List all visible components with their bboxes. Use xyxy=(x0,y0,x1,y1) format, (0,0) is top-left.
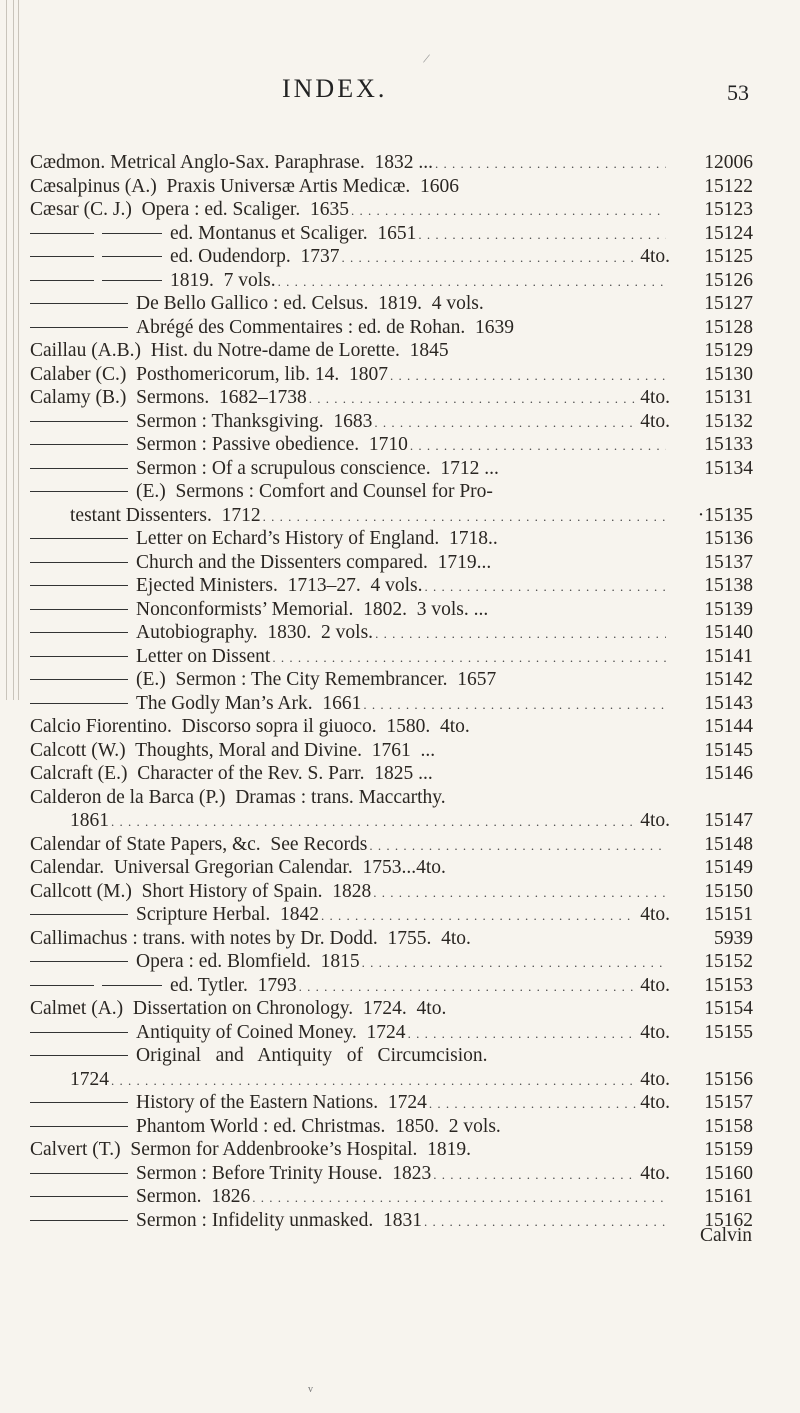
entry-text xyxy=(30,927,471,951)
entry-format: 4to. xyxy=(640,974,670,996)
entry-number: 15161 xyxy=(704,1186,753,1207)
dot-leader xyxy=(433,1162,636,1187)
entry-number: 15157 xyxy=(704,1092,753,1113)
ditto-rule xyxy=(30,1220,128,1221)
ditto-rule xyxy=(30,444,128,445)
entry-format: 4to. xyxy=(640,810,670,831)
paper-fleck: / xyxy=(421,51,431,68)
entry-format: 4to. xyxy=(640,1092,670,1113)
ditto-rule xyxy=(30,1055,128,1056)
entry-number: 15144 xyxy=(704,716,753,737)
entry-number: 15132 xyxy=(704,410,753,432)
ditto-rule xyxy=(30,280,94,281)
entry-number: 15124 xyxy=(704,222,753,244)
ditto-rule xyxy=(102,280,162,281)
entry-number: 15136 xyxy=(704,528,753,549)
ditto-rule xyxy=(102,233,162,234)
entry-title: Letter on Echard’s History of England. 1718.. xyxy=(136,528,498,549)
dot-leader xyxy=(111,1068,636,1093)
page-header xyxy=(0,74,800,114)
dot-leader xyxy=(374,410,636,435)
index-entry xyxy=(0,715,800,739)
entry-number: 15145 xyxy=(704,739,753,761)
index-entry xyxy=(0,480,800,504)
dot-leader xyxy=(373,880,666,905)
dot-leader xyxy=(351,198,666,223)
dot-leader xyxy=(342,245,637,270)
entry-text xyxy=(30,668,496,692)
entry-text xyxy=(30,692,361,716)
ditto-rule xyxy=(30,985,94,986)
entry-number: ·15135 xyxy=(697,504,753,526)
ditto-rule xyxy=(30,656,128,657)
index-entry xyxy=(0,1115,800,1139)
entry-text xyxy=(30,269,276,293)
ditto-rule xyxy=(30,491,128,492)
entry-title: Phantom World : ed. Christmas. 1850. 2 vols. xyxy=(136,1115,501,1137)
entry-text xyxy=(30,198,349,222)
dot-leader xyxy=(321,903,636,928)
entry-number: 5939 xyxy=(714,927,753,949)
index-entry xyxy=(0,809,800,833)
entry-title: Autobiography. 1830. 2 vols. xyxy=(136,622,374,643)
dot-leader xyxy=(309,386,636,411)
entry-number: 15154 xyxy=(704,998,753,1019)
dot-leader xyxy=(363,692,666,717)
entry-text xyxy=(30,1209,422,1233)
entry-number: 15156 xyxy=(704,1068,753,1090)
entry-title: Calmet (A.) Dissertation on Chronology. 1724. 4to. xyxy=(30,998,447,1019)
index-entry xyxy=(0,997,800,1021)
entry-title: Opera : ed. Blomfield. 1815 xyxy=(136,951,360,972)
ditto-rule xyxy=(102,256,162,257)
dot-leader xyxy=(429,1091,636,1116)
entry-number: 12006 xyxy=(704,152,753,173)
entry-text xyxy=(30,1115,501,1139)
entry-title: Original and Antiquity of Circumcision. xyxy=(136,1045,488,1066)
entry-title: Sermon : Thanksgiving. 1683 xyxy=(136,410,373,432)
index-entry xyxy=(0,457,800,481)
entry-title: Calcott (W.) Thoughts, Moral and Divine. 1761 ... xyxy=(30,739,436,761)
entry-number: 15130 xyxy=(704,363,753,385)
entry-title: Nonconformists’ Memorial. 1802. 3 vols. ... xyxy=(136,598,489,620)
entry-text xyxy=(30,457,499,481)
index-entry xyxy=(0,292,800,316)
entry-title: (E.) Sermons : Comfort and Counsel for Pro- xyxy=(136,481,493,502)
entry-number: 15153 xyxy=(704,974,753,996)
entry-title: Sermon : Before Trinity House. 1823 xyxy=(136,1162,432,1184)
ditto-rule xyxy=(30,538,128,539)
entry-text xyxy=(70,1068,109,1092)
index-entry xyxy=(0,762,800,786)
entry-number: 15155 xyxy=(704,1021,753,1043)
ditto-rule xyxy=(30,562,128,563)
footer-mark: v xyxy=(308,1384,313,1395)
index-entry xyxy=(0,316,800,340)
entry-title: History of the Eastern Nations. 1724 xyxy=(136,1092,427,1113)
entry-title: Abrégé des Commentaires : ed. de Rohan. 1639 xyxy=(136,316,514,338)
dot-leader xyxy=(375,621,666,646)
dot-leader xyxy=(362,950,666,975)
entry-text xyxy=(30,363,388,387)
dot-leader xyxy=(299,974,637,999)
ditto-rule xyxy=(30,914,128,915)
ditto-rule xyxy=(30,233,94,234)
ditto-rule xyxy=(30,468,128,469)
entry-number: 15122 xyxy=(704,175,753,197)
entry-title: 1861 xyxy=(70,810,109,831)
entry-number: 15133 xyxy=(704,434,753,455)
entry-text xyxy=(30,762,433,786)
entry-title: Church and the Dissenters compared. 1719... xyxy=(136,551,492,573)
entry-text xyxy=(30,316,514,340)
index-entry xyxy=(0,1138,800,1162)
index-entry xyxy=(0,410,800,434)
entry-text xyxy=(30,645,270,669)
entry-title: The Godly Man’s Ark. 1661 xyxy=(136,692,362,714)
entry-title: testant Dissenters. 1712 xyxy=(70,504,261,526)
index-entry xyxy=(0,598,800,622)
index-entry xyxy=(0,198,800,222)
index-entry xyxy=(0,927,800,951)
catchword: Calvin xyxy=(700,1225,752,1246)
entry-text xyxy=(70,809,109,833)
entry-number: 15149 xyxy=(704,857,753,878)
ditto-rule xyxy=(30,256,94,257)
dot-leader xyxy=(111,809,636,834)
entry-text xyxy=(30,151,433,175)
entry-title: Ejected Ministers. 1713–27. 4 vols. xyxy=(136,575,423,596)
entry-number: 15127 xyxy=(704,293,753,314)
entry-title: Letter on Dissent xyxy=(136,645,271,667)
index-entry xyxy=(0,950,800,974)
index-entry xyxy=(0,363,800,387)
entry-title: Calcraft (E.) Character of the Rev. S. Parr. 1825 ... xyxy=(30,763,433,784)
entry-title: Callimachus : trans. with notes by Dr. Dodd. 1755. 4to. xyxy=(30,927,471,949)
entry-number: 15125 xyxy=(704,246,753,267)
entry-number: 15148 xyxy=(704,833,753,855)
ditto-rule xyxy=(30,632,128,633)
dot-leader xyxy=(263,504,666,529)
entry-text xyxy=(30,175,459,199)
ditto-rule xyxy=(30,585,128,586)
index-entry xyxy=(0,621,800,645)
entry-format: 4to. xyxy=(640,904,670,925)
entry-text xyxy=(30,1021,406,1045)
ditto-rule xyxy=(30,1196,128,1197)
entry-text xyxy=(30,598,488,622)
entry-number: 15129 xyxy=(704,340,753,361)
ditto-rule xyxy=(30,1032,128,1033)
entry-title: ed. Tytler. 1793 xyxy=(170,974,297,996)
entry-text xyxy=(30,410,372,434)
entry-text xyxy=(30,786,446,810)
index-entry xyxy=(0,574,800,598)
entry-text xyxy=(30,1138,471,1162)
ditto-rule xyxy=(30,421,128,422)
entry-title: Antiquity of Coined Money. 1724 xyxy=(136,1021,406,1043)
dot-leader xyxy=(369,833,666,858)
ditto-rule xyxy=(30,961,128,962)
entry-text xyxy=(30,880,371,904)
entry-text xyxy=(30,1185,250,1209)
entry-number: 15139 xyxy=(704,598,753,620)
entry-number: 15152 xyxy=(704,951,753,972)
entry-text xyxy=(30,1044,488,1068)
entry-number: 15131 xyxy=(704,387,753,408)
entry-number: 15134 xyxy=(704,457,753,479)
index-entry xyxy=(0,1068,800,1092)
entry-number: 15137 xyxy=(704,551,753,573)
ditto-rule xyxy=(30,1102,128,1103)
entry-number: 15138 xyxy=(704,575,753,596)
index-entry xyxy=(0,551,800,575)
entry-title: Calvert (T.) Sermon for Addenbrooke’s Hospital. 1819. xyxy=(30,1139,472,1160)
index-entry xyxy=(0,151,800,175)
entry-text xyxy=(30,433,408,457)
ditto-rule xyxy=(30,1126,128,1127)
ditto-rule xyxy=(30,703,128,704)
index-entry xyxy=(0,1185,800,1209)
entry-text xyxy=(30,1091,427,1115)
entry-text xyxy=(30,574,423,598)
entry-text xyxy=(30,621,373,645)
dot-leader xyxy=(252,1185,666,1210)
entry-text xyxy=(30,527,498,551)
page-number: 53 xyxy=(727,80,749,105)
dot-leader xyxy=(278,269,666,294)
entry-title: Calamy (B.) Sermons. 1682–1738 xyxy=(30,387,307,408)
dot-leader xyxy=(272,645,666,670)
entry-format: 4to. xyxy=(640,1021,670,1043)
index-entry xyxy=(0,504,800,528)
page-title: INDEX. xyxy=(282,74,388,103)
entry-title: Calendar. Universal Gregorian Calendar. 1753...4to. xyxy=(30,857,446,878)
ditto-rule xyxy=(30,327,128,328)
dot-leader xyxy=(408,1021,637,1046)
entry-text xyxy=(30,292,484,316)
entry-number: 15143 xyxy=(704,692,753,714)
entry-number: 15151 xyxy=(704,904,753,925)
entry-title: Callcott (M.) Short History of Spain. 1828 xyxy=(30,880,372,902)
ditto-rule xyxy=(30,1173,128,1174)
entry-number: 15126 xyxy=(704,269,753,291)
entry-format: 4to. xyxy=(640,387,670,408)
entry-title: Calderon de la Barca (P.) Dramas : trans. Maccarthy. xyxy=(30,786,446,808)
index-entries xyxy=(0,151,800,1232)
index-entry xyxy=(0,175,800,199)
index-entry xyxy=(0,880,800,904)
index-entry xyxy=(0,1162,800,1186)
dot-leader xyxy=(418,222,666,247)
index-entry xyxy=(0,1209,800,1233)
ditto-rule xyxy=(30,303,128,304)
entry-number: 15150 xyxy=(704,880,753,902)
entry-format: 4to. xyxy=(640,410,670,432)
entry-title: (E.) Sermon : The City Remembrancer. 1657 xyxy=(136,669,497,690)
entry-number: 15142 xyxy=(704,669,753,690)
ditto-rule xyxy=(30,679,128,680)
entry-text xyxy=(30,222,416,246)
entry-title: Calcio Fiorentino. Discorso sopra il giuoco. 1580. 4to. xyxy=(30,716,470,737)
entry-title: Calaber (C.) Posthomericorum, lib. 14. 1807 xyxy=(30,363,388,385)
entry-title: Sermon : Passive obedience. 1710 xyxy=(136,434,408,455)
ditto-rule xyxy=(102,985,162,986)
entry-format: 4to. xyxy=(640,1162,670,1184)
index-entry xyxy=(0,645,800,669)
index-entry xyxy=(0,974,800,998)
dot-leader xyxy=(435,151,666,176)
index-entry xyxy=(0,1091,800,1115)
entry-number: 15160 xyxy=(704,1162,753,1184)
entry-title: Sermon : Of a scrupulous conscience. 1712 ... xyxy=(136,457,499,479)
index-entry xyxy=(0,692,800,716)
entry-number: 15140 xyxy=(704,622,753,643)
entry-number: 15146 xyxy=(704,763,753,784)
entry-title: ed. Montanus et Scaliger. 1651 xyxy=(170,222,417,244)
entry-title: Sermon : Infidelity unmasked. 1831 xyxy=(136,1209,422,1231)
ditto-rule xyxy=(30,609,128,610)
entry-title: 1724 xyxy=(70,1068,109,1090)
entry-number: 15123 xyxy=(704,199,753,220)
entry-text xyxy=(30,739,435,763)
dot-leader xyxy=(390,363,666,388)
entry-text xyxy=(30,997,446,1021)
index-entry xyxy=(0,1044,800,1068)
index-entry xyxy=(0,386,800,410)
entry-text xyxy=(30,950,360,974)
entry-text xyxy=(30,245,340,269)
index-entry xyxy=(0,433,800,457)
entry-title: Cæsalpinus (A.) Praxis Universæ Artis Medicæ. 1606 xyxy=(30,175,459,197)
entry-title: Calendar of State Papers, &c. See Records xyxy=(30,833,368,855)
entry-text xyxy=(30,1162,431,1186)
entry-text xyxy=(30,974,297,998)
entry-number: 15162 xyxy=(704,1209,753,1231)
index-entry xyxy=(0,269,800,293)
entry-text xyxy=(30,386,307,410)
index-entry xyxy=(0,527,800,551)
index-entry xyxy=(0,833,800,857)
entry-title: Cædmon. Metrical Anglo-Sax. Paraphrase. 1832 ... xyxy=(30,152,433,173)
entry-format: 4to. xyxy=(640,246,670,267)
entry-text xyxy=(30,339,449,363)
entry-number: 15159 xyxy=(704,1139,753,1160)
index-entry xyxy=(0,245,800,269)
entry-title: Caillau (A.B.) Hist. du Notre-dame de Lorette. 1845 xyxy=(30,340,449,361)
index-entry xyxy=(0,739,800,763)
index-entry xyxy=(0,668,800,692)
entry-text xyxy=(30,903,319,927)
index-entry xyxy=(0,339,800,363)
dot-leader xyxy=(425,574,666,599)
index-entry xyxy=(0,856,800,880)
entry-text xyxy=(30,715,470,739)
entry-text xyxy=(70,504,261,528)
entry-format: 4to. xyxy=(640,1068,670,1090)
dot-leader xyxy=(424,1209,666,1234)
entry-number: 15158 xyxy=(704,1115,753,1137)
entry-title: 1819. 7 vols. xyxy=(170,269,276,291)
entry-text xyxy=(30,551,491,575)
entry-number: 15128 xyxy=(704,316,753,338)
index-entry xyxy=(0,786,800,810)
index-entry xyxy=(0,222,800,246)
entry-title: Sermon. 1826 xyxy=(136,1186,251,1207)
entry-title: Cæsar (C. J.) Opera : ed. Scaliger. 1635 xyxy=(30,199,349,220)
entry-text xyxy=(30,480,493,504)
entry-number: 15141 xyxy=(704,645,753,667)
entry-text xyxy=(30,856,446,880)
dot-leader xyxy=(410,433,666,458)
entry-title: Scripture Herbal. 1842 xyxy=(136,904,320,925)
entry-title: De Bello Gallico : ed. Celsus. 1819. 4 vols. xyxy=(136,293,484,314)
index-entry xyxy=(0,903,800,927)
entry-number: 15147 xyxy=(704,810,753,831)
entry-text xyxy=(30,833,367,857)
entry-title: ed. Oudendorp. 1737 xyxy=(170,246,340,267)
index-entry xyxy=(0,1021,800,1045)
